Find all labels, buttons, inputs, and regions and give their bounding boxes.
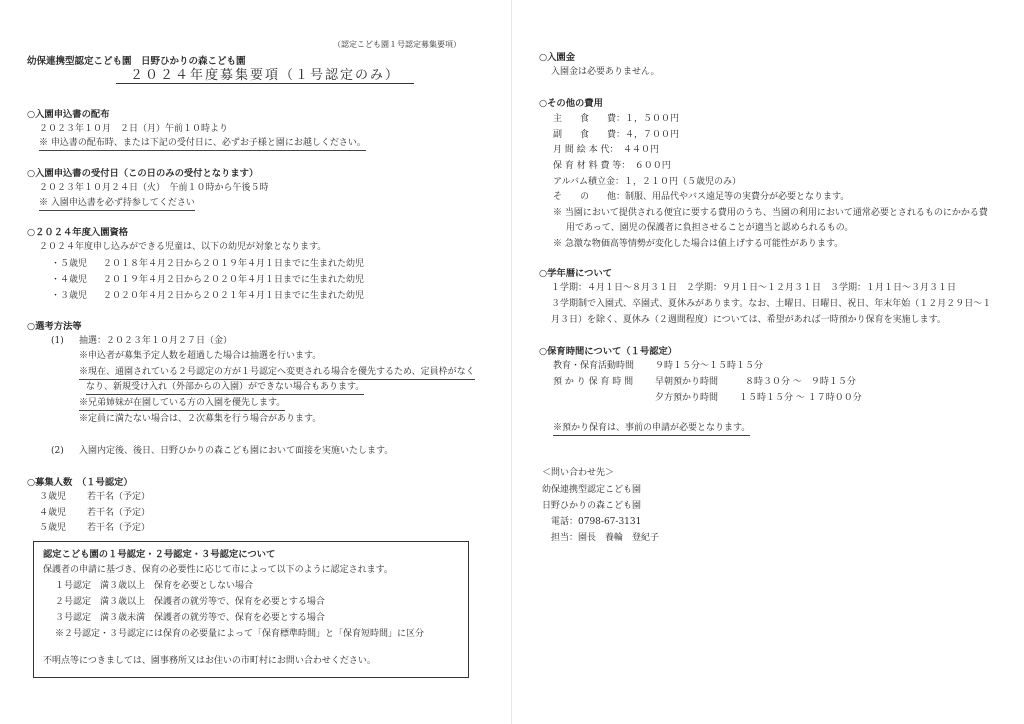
distribution-note: ※ 申込書の配布時、または下記の受付日に、必ずお子様と園にお越しください。 (39, 138, 366, 151)
school-calendar-note: ３学期制で入園式、卒園式、夏休みがあります。なお、土曜日、日曜日、祝日、年末年始（１２月２９日～１ (551, 299, 992, 309)
receipt-note: ※ 入園申込書を必ず持参してください (39, 198, 195, 211)
entrance-fee-text: 入園金は必要ありません。 (551, 67, 660, 77)
cost-note-2: ※ 急激な物価高等情勢が変化した場合は値上げする可能性があります。 (553, 239, 844, 249)
section-capacity-heading: ○募集人数 （１号認定） (27, 477, 133, 488)
distribution-date: ２０２３年１０月 ２日（月）午前１０時より (39, 124, 229, 134)
cost-other: そ の 他：制服、用品代やバス遠足等の実費分が必要となります。 (553, 192, 850, 202)
doc-note: （認定こども園１号認定募集要項） (333, 40, 461, 49)
section-entrance-fee-heading: ○入園金 (539, 52, 576, 63)
main-title: ２０２４年度募集要項（１号認定のみ） (116, 70, 414, 84)
eligibility-age-4: ・４歳児 (51, 275, 88, 285)
cost-side-dishes: 副 食 費：４，７００円 (553, 130, 680, 140)
eligibility-age-5: ・５歳児 (51, 259, 88, 269)
section-application-receipt-heading: ○入園申込書の受付日（この日のみの受付となります） (27, 168, 259, 179)
page-fold-line (511, 0, 512, 724)
eligibility-range-4: ２０１９年４月２日から２０２０年４月１日までに生まれた幼児 (103, 275, 365, 285)
cost-staple-food: 主 食 費：１，５００円 (553, 114, 680, 124)
care-hours-extended-label: 預 か り 保 育 時 間 (553, 377, 634, 387)
capacity-count-4: 若干名（予定） (87, 508, 151, 518)
care-hours-evening-time: １５時１５分 ～ １７時００分 (739, 393, 862, 403)
selection-note-second-round: ※定員に満たない場合は、２次募集を行う場合があります。 (79, 414, 322, 424)
selection-interview-note: 入園内定後、後日、日野ひかりの森こども園において面接を実施いたします。 (79, 446, 394, 456)
selection-note-siblings: ※兄弟姉妹が在園している方の入園を優先します。 (79, 398, 285, 411)
eligibility-age-3: ・３歳児 (51, 291, 88, 301)
capacity-age-3: ３歳児 (39, 492, 67, 502)
cost-note-1-cont: 用であって、園児の保護者に負担させることが適当と認められるもの。 (566, 223, 854, 233)
capacity-age-5: ５歳児 (39, 523, 67, 533)
care-hours-note: ※預かり保育は、事前の申請が必要となります。 (553, 423, 750, 436)
cost-materials: 保 育 材 料 費 等： ６００円 (553, 161, 671, 171)
certification-box-intro: 保護者の申請に基づき、保育の必要性に応じて市によって以下のように認定されます。 (43, 565, 393, 575)
capacity-count-3: 若干名（予定） (87, 492, 151, 502)
contact-phone: 電話：0798-67-3131 (551, 517, 642, 527)
section-other-costs-heading: ○その他の費用 (539, 98, 603, 109)
cost-note-1: ※ 当園において提供される便宜に要する費用のうち、当園の利用において通常必要とされるものにかかる費 (553, 208, 988, 218)
contact-person: 担当：園長 養輪 登紀子 (551, 533, 660, 543)
capacity-count-5: 若干名（予定） (87, 523, 151, 533)
care-hours-morning-time: ８時３０分 ～ ９時１５分 (745, 377, 856, 387)
contact-org-type: 幼保連携型認定こども園 (542, 485, 642, 495)
care-hours-education-label: 教育・保育活動時間 (553, 361, 635, 371)
capacity-age-4: ４歳児 (39, 508, 67, 518)
contact-org-name: 日野ひかりの森こども園 (542, 501, 642, 511)
certification-inquiry-note: 不明点等につきましては、園事務所又はお住いの市町村にお問い合わせください。 (43, 656, 376, 666)
certification-type-3: ３号認定 満３歳未満 保護者の就労等で、保育を必要とする場合 (55, 613, 325, 623)
cost-album: アルバム積立金：１，２１０円（５歳児のみ） (553, 177, 742, 187)
eligibility-range-3: ２０２０年４月２日から２０２１年４月１日までに生まれた幼児 (103, 291, 365, 301)
section-school-calendar-heading: ○学年暦について (539, 268, 613, 279)
care-hours-morning-label: 早朝預かり時間 (655, 377, 719, 387)
selection-note-priority: ※現在、通園されている２号認定の方が１号認定へ変更される場合を優先するため、定員枠がなく (79, 367, 475, 380)
selection-item-1-number: (1) (51, 336, 64, 346)
selection-note-lottery: ※申込者が募集予定人数を超過した場合は抽選を行います。 (79, 351, 322, 361)
selection-lottery-date: 抽選：２０２３年１０月２７日（金） (79, 336, 233, 346)
section-care-hours-heading: ○保育時間について（１号認定） (539, 346, 678, 357)
cost-picture-books: 月 間 絵 本 代： ４４０円 (553, 145, 659, 155)
section-selection-heading: ○選考方法等 (27, 321, 82, 332)
section-application-distribution-heading: ○入園申込書の配布 (27, 109, 110, 120)
selection-item-2-number: (2) (51, 446, 64, 456)
contact-heading: ＜問い合わせ先＞ (542, 468, 615, 478)
selection-note-priority-cont: なり、新規受け入れ（外部からの入園）ができない場合もあります。 (86, 382, 364, 395)
care-hours-education-time: ９時１５分～１５時１５分 (655, 361, 764, 371)
school-calendar-note-cont: 月３日）を除く、夏休み（２週間程度）については、希望があれば一時預かり保育を実施します。 (551, 315, 946, 325)
school-terms: １学期：４月１日～８月３１日 ２学期：９月１日～１２月３１日 ３学期：１月１日～３月３１日 (551, 283, 957, 293)
care-hours-evening-label: 夕方預かり時間 (655, 393, 719, 403)
eligibility-intro: ２０２４年度申し込みができる児童は、以下の幼児が対象となります。 (39, 242, 327, 252)
org-title: 幼保連携型認定こども園 日野ひかりの森こども園 (27, 56, 246, 67)
certification-type-2: ２号認定 満３歳以上 保護者の就労等で、保育を必要とする場合 (55, 597, 325, 607)
receipt-date: ２０２３年１０月２４日（火） 午前１０時から午後５時 (39, 183, 269, 193)
eligibility-range-5: ２０１８年４月２日から２０１９年４月１日までに生まれた幼児 (103, 259, 365, 269)
certification-note: ※２号認定・３号認定には保育の必要量によって「保育標準時間」と「保育短時間」に区分 (55, 629, 425, 639)
certification-type-1: １号認定 満３歳以上 保育を必要としない場合 (55, 581, 254, 591)
certification-box-heading: 認定こども園の１号認定・２号認定・３号認定について (43, 549, 276, 560)
section-eligibility-heading: ○２０２４年度入園資格 (27, 227, 129, 238)
